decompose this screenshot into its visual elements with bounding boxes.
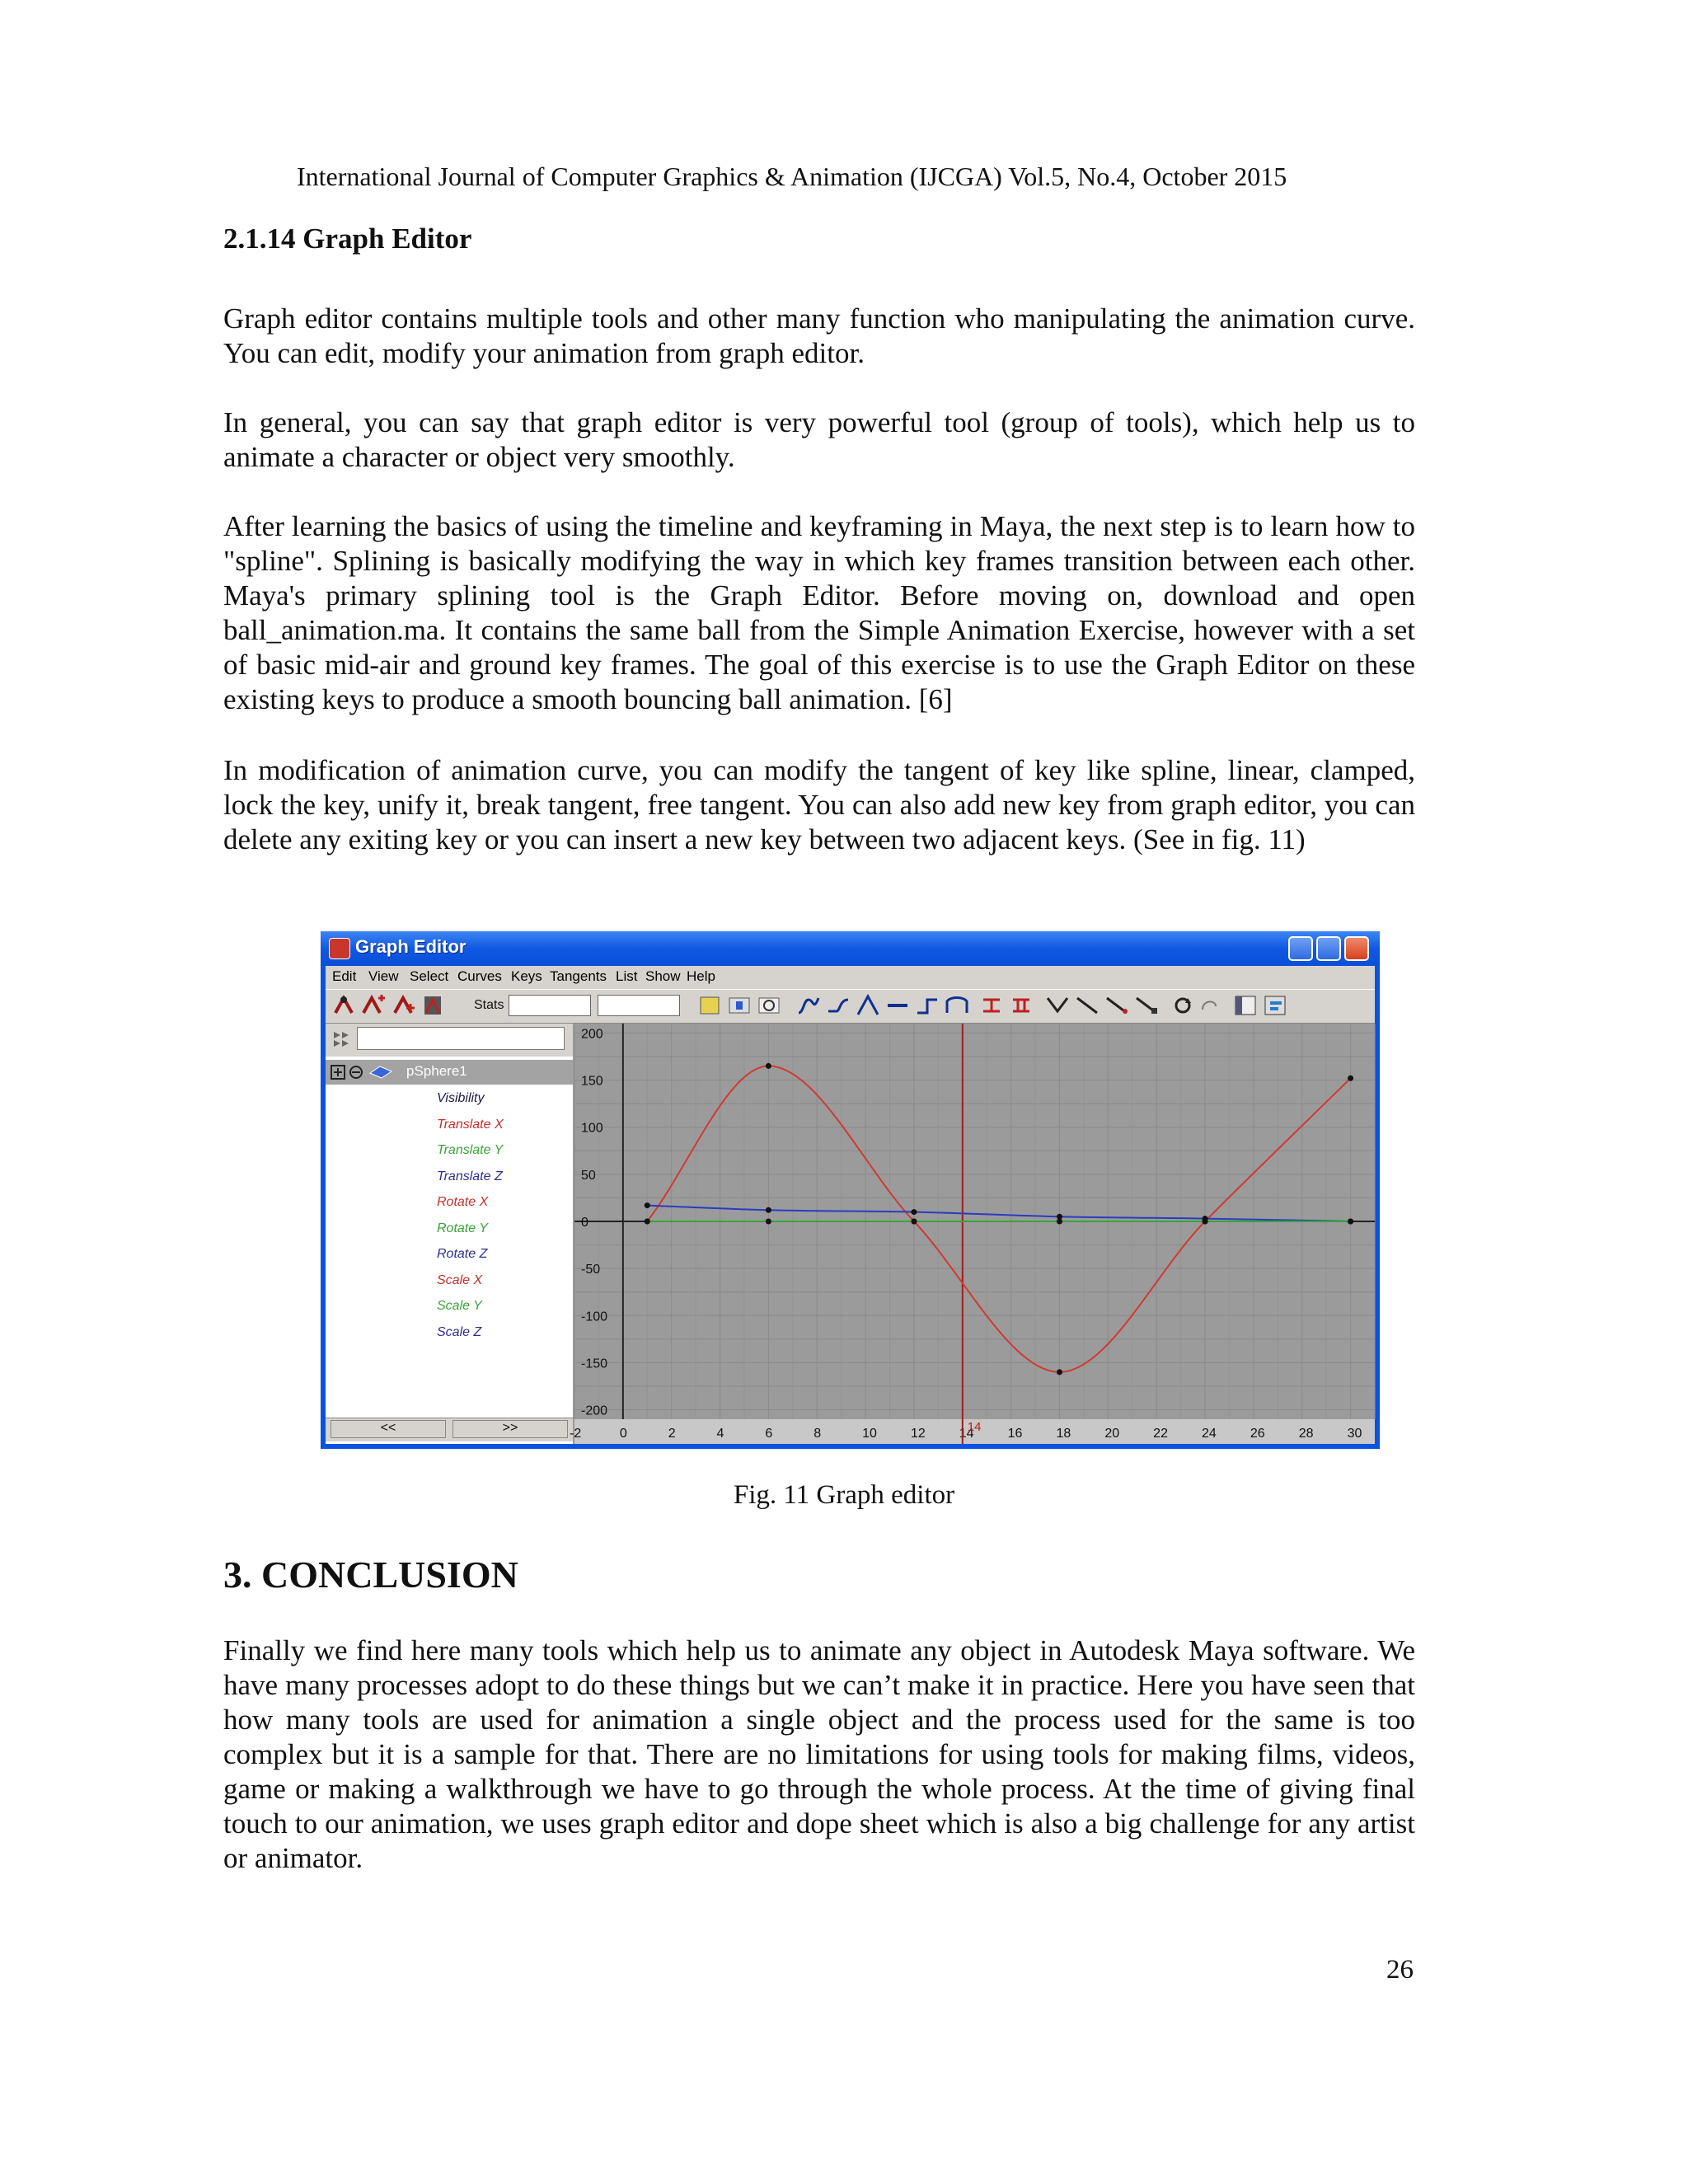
linear-tangent-icon[interactable] (855, 993, 881, 1018)
x-tick-label: 16 (1007, 1427, 1023, 1441)
attribute-item[interactable]: Translate X (437, 1117, 504, 1132)
keyframe-point (1348, 1219, 1353, 1225)
journal-header: International Journal of Computer Graphics & Animation (IJCGA) Vol.5, No.4, October 2015 (297, 162, 1287, 191)
keyframe-point (766, 1219, 771, 1225)
x-tick-label: 24 (1202, 1427, 1217, 1441)
x-tick-label: 20 (1104, 1427, 1120, 1441)
window-title: Graph Editor (355, 936, 467, 957)
scroll-right-button[interactable]: >> (452, 1420, 568, 1438)
attribute-item[interactable]: Translate Z (437, 1169, 503, 1183)
x-tick-label: 4 (716, 1427, 724, 1441)
conclusion-heading: 3. CONCLUSION (223, 1554, 518, 1596)
paragraph: In general, you can say that graph editor is very powerful tool (group of tools), which help us to animate a character or object very smoothly. (223, 406, 1415, 473)
y-tick-label: -200 (581, 1404, 608, 1418)
filter-arrows-icon[interactable] (331, 1027, 354, 1050)
keyframe-point (766, 1063, 771, 1069)
outliner-filter-field[interactable] (357, 1027, 565, 1050)
x-tick-label: 14 (959, 1427, 974, 1441)
frame-all-icon[interactable] (696, 993, 723, 1018)
unify-tangents-icon[interactable] (1074, 993, 1100, 1018)
menu-view[interactable]: View (368, 968, 399, 984)
plateau-tangent-icon[interactable] (944, 993, 970, 1018)
insert-key-tool-icon[interactable] (360, 993, 387, 1018)
attribute-item[interactable]: Scale Y (437, 1299, 482, 1313)
y-tick-label: 0 (581, 1216, 588, 1230)
x-tick-label: 6 (765, 1427, 773, 1441)
swap-buffer-curves-icon[interactable] (1008, 993, 1034, 1018)
y-tick-label: 200 (581, 1027, 603, 1042)
current-time-label: 14 (967, 1420, 982, 1434)
frame-selection-icon[interactable] (726, 993, 753, 1018)
page-number: 26 (1386, 1955, 1414, 1985)
keyframe-point (1348, 1076, 1353, 1081)
menu-keys[interactable]: Keys (511, 968, 542, 984)
frame-playback-range-icon[interactable] (756, 993, 782, 1018)
y-tick-label: -50 (581, 1263, 601, 1277)
x-tick-label: 22 (1153, 1427, 1168, 1441)
menu-select[interactable]: Select (410, 968, 449, 984)
menu-edit[interactable]: Edit (332, 968, 357, 984)
lock-tangent-weight-icon[interactable] (1133, 993, 1160, 1018)
keyframe-point (911, 1219, 917, 1225)
keyframe-point (1057, 1369, 1062, 1375)
menu-help[interactable]: Help (687, 968, 715, 984)
toolbar (326, 989, 1375, 1024)
key-value-field[interactable] (598, 995, 680, 1016)
y-tick-label: 150 (581, 1074, 603, 1089)
y-tick-label: -150 (581, 1357, 608, 1371)
menu-curves[interactable]: Curves (457, 968, 502, 984)
x-tick-label: 2 (668, 1427, 676, 1441)
step-tangent-icon[interactable] (914, 993, 940, 1018)
spline-tangent-icon[interactable] (795, 993, 822, 1018)
clamped-tangent-icon[interactable] (825, 993, 851, 1018)
x-tick-label: 26 (1250, 1427, 1265, 1441)
maya-app-icon (329, 938, 350, 959)
close-button[interactable] (1344, 936, 1369, 961)
node-name: pSphere1 (406, 1063, 467, 1079)
graph-editor-window (321, 931, 1380, 1449)
node-row-psphere1[interactable] (326, 1060, 573, 1085)
title-bar (321, 931, 1380, 966)
stats-label: Stats (474, 998, 504, 1012)
break-tangents-icon[interactable] (1044, 993, 1071, 1018)
post-infinity-cycle-icon[interactable] (1196, 993, 1222, 1018)
x-tick-label: 18 (1056, 1427, 1071, 1441)
x-tick-label: 8 (814, 1427, 822, 1441)
open-dope-sheet-icon[interactable] (1232, 993, 1259, 1018)
x-tick-label: -2 (570, 1427, 582, 1441)
maximize-button[interactable] (1316, 936, 1341, 961)
paragraph: After learning the basics of using the timeline and keyframing in Maya, the next step is to learn how to "spline". Splining is basically modifying the way in which key frames transition between each other. Maya's primary splining tool is the Graph Editor. Before moving on, download and open ball_animation.ma. It contains the same ball from the Simple Animation Exercise, however with a set of basic mid-air and ground key frames. The goal of this exercise is to use the Graph Editor on these existing keys to produce a smooth bouncing ball animation. [6] (223, 510, 1415, 715)
keyframe-point (1057, 1219, 1062, 1225)
free-tangent-weight-icon[interactable] (1104, 993, 1130, 1018)
buffer-curve-snapshot-icon[interactable] (978, 993, 1005, 1018)
expand-icon[interactable] (331, 1065, 345, 1080)
keyframe-point (1203, 1219, 1208, 1225)
menu-list[interactable]: List (616, 968, 638, 984)
keyframe-point (645, 1202, 650, 1208)
x-tick-label: 10 (862, 1427, 877, 1441)
keyframe-point (766, 1207, 771, 1213)
graph-outliner (326, 1024, 574, 1444)
move-key-tool-icon[interactable] (331, 993, 357, 1018)
pre-infinity-cycle-icon[interactable] (1170, 993, 1196, 1018)
graph-view[interactable] (570, 1024, 1375, 1444)
attribute-item[interactable]: Scale X (437, 1272, 483, 1287)
x-tick-label: 0 (619, 1427, 627, 1441)
x-tick-label: 28 (1298, 1427, 1314, 1441)
minimize-button[interactable] (1288, 936, 1313, 961)
outliner-filter-bar (326, 1024, 573, 1057)
transform-node-icon (368, 1063, 393, 1081)
attribute-item[interactable]: Rotate Z (437, 1247, 488, 1261)
flat-tangent-icon[interactable] (884, 993, 911, 1018)
open-trax-editor-icon[interactable] (1262, 993, 1288, 1018)
attribute-item[interactable]: Rotate Y (437, 1221, 488, 1235)
attribute-item[interactable]: Scale Z (437, 1324, 482, 1339)
y-tick-label: -100 (581, 1310, 608, 1324)
menu-tangents[interactable]: Tangents (550, 968, 607, 984)
x-tick-label: 30 (1347, 1427, 1362, 1441)
window-client (326, 966, 1375, 1444)
y-tick-label: 50 (581, 1168, 596, 1183)
paragraph: Graph editor contains multiple tools and other many function who manipulating the animation curve. You can edit, modify your animation from graph editor. (223, 302, 1415, 369)
menu-show[interactable]: Show (645, 968, 681, 984)
attribute-item[interactable]: Rotate X (437, 1195, 489, 1209)
section-title: 2.1.14 Graph Editor (223, 223, 472, 255)
frame-value-field[interactable] (509, 995, 591, 1016)
keyframe-point (645, 1219, 650, 1225)
y-tick-label: 100 (581, 1121, 603, 1136)
lattice-deform-tool-icon[interactable] (420, 993, 446, 1018)
attribute-item[interactable]: Visibility (437, 1091, 485, 1105)
scroll-left-button[interactable]: << (331, 1420, 446, 1438)
keyframe-point (911, 1209, 917, 1215)
add-key-tool-icon[interactable] (390, 993, 416, 1018)
menu-bar (326, 966, 1375, 989)
attribute-item[interactable]: Translate Y (437, 1143, 504, 1157)
outliner-scrollbar[interactable] (326, 1418, 573, 1441)
conclusion-paragraph: Finally we find here many tools which help us to animate any object in Autodesk Maya software. We have many processes adopt to do these things but we can’t make it in practice. Here you have seen that how many tools are used for animation a single object and the process used for the same is too complex but it is a sample for that. There are no limitations for using tools for making films, videos, game or making a walkthrough we have to go through the whole process. At the time of giving final touch to our animation, we uses graph editor and dope sheet which is also a big challenge for any artist or animator. (223, 1634, 1415, 1874)
x-tick-label: 12 (910, 1427, 926, 1441)
collapse-icon[interactable] (349, 1065, 363, 1080)
paragraph: In modification of animation curve, you can modify the tangent of key like spline, linear, clamped, lock the key, unify it, break tangent, free tangent. You can also add new key from graph editor, you can delete any exiting key or you can insert a new key between two adjacent keys. (See in fig. 11) (223, 754, 1415, 855)
figure-caption: Fig. 11 Graph editor (733, 1480, 955, 1510)
